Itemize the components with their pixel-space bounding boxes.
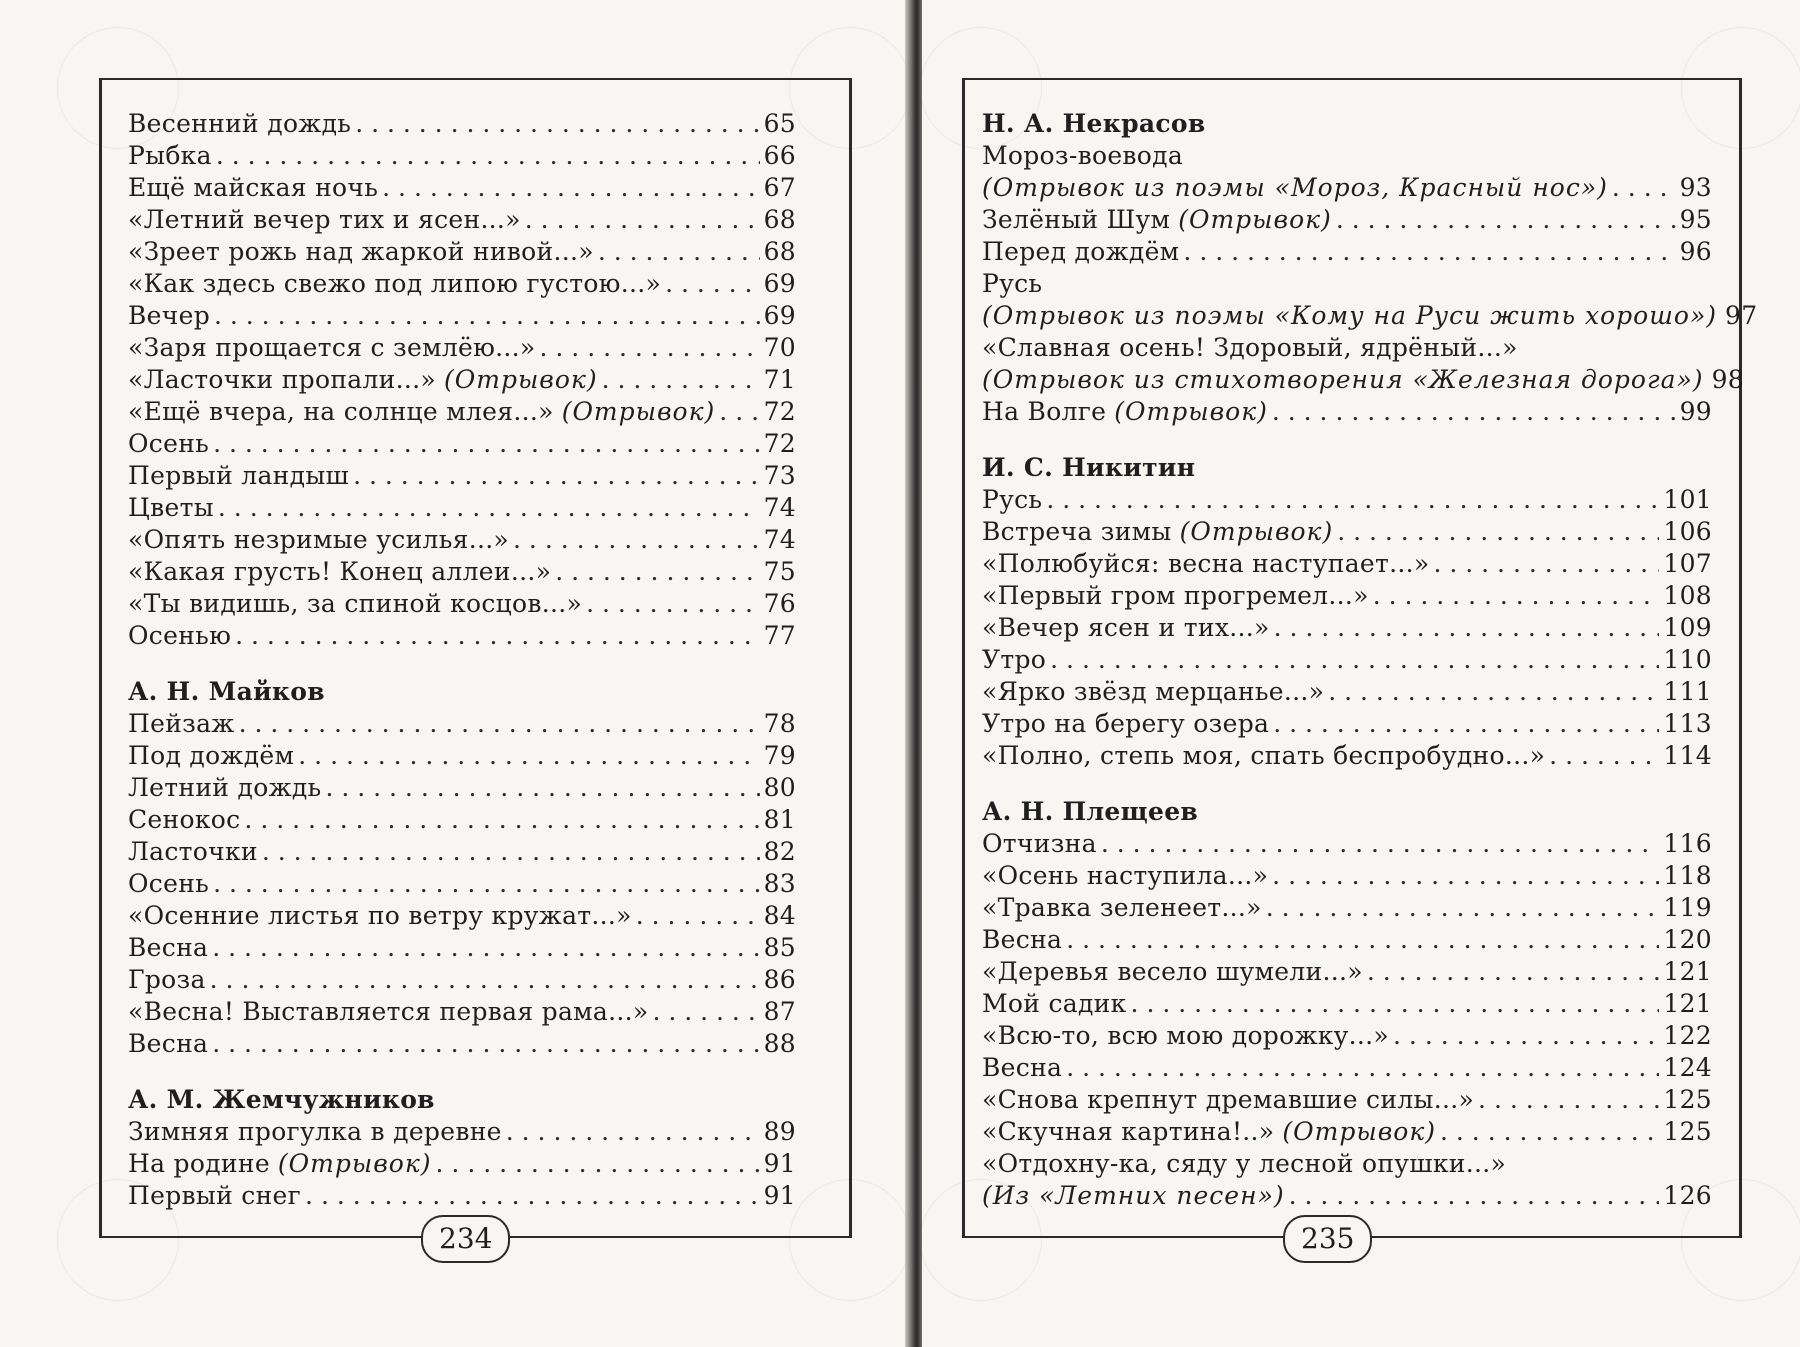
toc-entry-subtitle: (Отрывок) <box>277 1149 432 1178</box>
toc-page-number: 93 <box>1679 173 1712 202</box>
dot-leader <box>1549 740 1659 772</box>
dot-leader <box>506 1116 760 1148</box>
toc-entry-title: Рыбка <box>128 141 212 170</box>
toc-entry-title: Весна <box>128 933 209 962</box>
dot-leader <box>1612 172 1676 204</box>
toc-page-number: 83 <box>763 869 796 898</box>
dot-leader <box>1066 1052 1659 1084</box>
toc-page-number: 122 <box>1663 1021 1712 1050</box>
toc-page-number: 121 <box>1663 989 1712 1018</box>
toc-entry <box>128 492 796 524</box>
toc-entry-title: «Вечер ясен и тих...» <box>982 613 1270 642</box>
toc-entry-title: «Ты видишь, за спиной косцов...» <box>128 589 583 618</box>
dot-leader <box>212 1028 759 1060</box>
toc-list <box>982 108 1758 1212</box>
toc-entry <box>128 772 796 804</box>
toc-entry <box>128 868 796 900</box>
section-gap <box>128 652 796 676</box>
toc-entry <box>128 524 796 556</box>
toc-entry <box>128 140 796 172</box>
toc-entry-title: Первый снег <box>128 1181 302 1210</box>
toc-entry-title: «Деревья весело шумели...» <box>982 957 1363 986</box>
toc-entry-title: Осень <box>128 429 210 458</box>
dot-leader <box>1478 1084 1659 1116</box>
toc-entry <box>982 676 1712 708</box>
toc-entry-title: Пейзаж <box>128 709 235 738</box>
toc-entry-title: «Какая грусть! Конец аллеи...» <box>128 557 552 586</box>
dot-leader <box>1066 924 1659 956</box>
dot-leader <box>586 588 759 620</box>
dot-leader <box>239 708 760 740</box>
toc-entry-title: «Ярко звёзд мерцанье...» <box>982 677 1325 706</box>
toc-page-number: 85 <box>763 933 796 962</box>
dot-leader <box>540 332 760 364</box>
toc-page-number: 91 <box>763 1149 796 1178</box>
toc-entry <box>982 956 1712 988</box>
toc-page-number: 69 <box>763 269 796 298</box>
toc-entry <box>128 588 796 620</box>
author-heading: И. С. Никитин <box>982 453 1196 482</box>
dot-leader <box>1272 860 1659 892</box>
toc-entry <box>128 172 796 204</box>
toc-page-number: 99 <box>1679 397 1712 426</box>
dot-leader <box>1393 1020 1659 1052</box>
toc-entry-title: Мой садик <box>982 989 1127 1018</box>
page-number: 235 <box>1283 1215 1372 1263</box>
toc-entry-title: Зимняя прогулка в деревне <box>128 1117 502 1146</box>
toc-entry-title: Под дождём <box>128 741 295 770</box>
toc-entry-title: На Волге <box>982 397 1107 426</box>
toc-page-number: 66 <box>763 141 796 170</box>
toc-entry-title: Летний дождь <box>128 773 322 802</box>
toc-entry-title: «Летний вечер тих и ясен...» <box>128 205 521 234</box>
page-number: 234 <box>421 1215 510 1263</box>
dot-leader <box>1050 644 1659 676</box>
toc-page-number: 119 <box>1663 893 1712 922</box>
toc-entry <box>982 892 1712 924</box>
toc-entry <box>982 484 1712 516</box>
toc-page-number: 67 <box>763 173 796 202</box>
dot-leader <box>1274 612 1660 644</box>
dot-leader <box>513 524 760 556</box>
dot-leader <box>652 996 759 1028</box>
toc-entry <box>128 1116 796 1148</box>
toc-entry <box>128 1148 796 1180</box>
toc-entry-title: «Полно, степь моя, спать беспробудно...» <box>982 741 1546 770</box>
toc-page-number: 116 <box>1663 829 1712 858</box>
toc-page-number: 126 <box>1663 1181 1712 1210</box>
toc-entry <box>128 708 796 740</box>
toc-page-number: 98 <box>1711 365 1744 394</box>
toc-page-number: 86 <box>763 965 796 994</box>
toc-entry-title: Отчизна <box>982 829 1097 858</box>
toc-page-number: 81 <box>763 805 796 834</box>
toc-entry <box>128 364 796 396</box>
dot-leader <box>216 140 760 172</box>
toc-page-number: 125 <box>1663 1117 1712 1146</box>
dot-leader <box>213 428 760 460</box>
top-rule <box>99 78 852 80</box>
dot-leader <box>1046 484 1659 516</box>
toc-page-number: 118 <box>1663 861 1712 890</box>
dot-leader <box>598 236 760 268</box>
section-gap <box>128 1060 796 1084</box>
toc-entry-title: Утро на берегу озера <box>982 709 1270 738</box>
dot-leader <box>305 1180 760 1212</box>
toc-entry-title: Первый ландыш <box>128 461 350 490</box>
dot-leader <box>212 932 759 964</box>
toc-entry-title: «Заря прощается с землёю...» <box>128 333 536 362</box>
toc-entry-title: Весна <box>128 1029 209 1058</box>
toc-entry <box>128 740 796 772</box>
dot-leader <box>355 108 759 140</box>
toc-page-number: 87 <box>763 997 796 1026</box>
toc-entry <box>982 1052 1712 1084</box>
dot-leader <box>1336 204 1676 236</box>
toc-entry-subtitle: (Отрывок) <box>1179 517 1334 546</box>
toc-entry <box>982 988 1712 1020</box>
toc-page-number: 108 <box>1663 581 1712 610</box>
toc-entry-subtitle: (Отрывок) <box>561 397 716 426</box>
toc-title-line: «Отдохну-ка, сяду у лесной опушки...» <box>982 1149 1507 1178</box>
toc-entry-title: Встреча зимы <box>982 517 1172 546</box>
dot-leader <box>298 740 759 772</box>
toc-entry-title: «Снова крепнут дремавшие силы...» <box>982 1085 1475 1114</box>
author-heading: А. Н. Плещеев <box>982 797 1199 826</box>
toc-page-number: 70 <box>763 333 796 362</box>
toc-entry-title: «Всю-то, всю мою дорожку...» <box>982 1021 1390 1050</box>
right-page <box>922 0 1800 1347</box>
dot-leader <box>244 804 759 836</box>
dot-leader <box>218 492 760 524</box>
toc-entry <box>128 620 796 652</box>
toc-entry-title: «Ещё вчера, на солнце млея...» <box>128 397 554 426</box>
toc-page-number: 114 <box>1663 741 1712 770</box>
toc-entry <box>128 996 796 1028</box>
dot-leader <box>525 204 760 236</box>
toc-entry <box>128 836 796 868</box>
toc-entry <box>128 332 796 364</box>
toc-page-number: 109 <box>1663 613 1712 642</box>
section-gap <box>982 772 1712 796</box>
toc-entry <box>128 1028 796 1060</box>
toc-page-number: 111 <box>1663 677 1712 706</box>
toc-entry <box>982 612 1712 644</box>
dot-leader <box>1131 988 1660 1020</box>
toc-entry-title: «Осень наступила...» <box>982 861 1269 890</box>
toc-entry <box>128 300 796 332</box>
dot-leader <box>555 556 759 588</box>
toc-entry <box>128 204 796 236</box>
dot-leader <box>1289 1180 1660 1212</box>
toc-entry-subtitle: (Отрывок) <box>1114 397 1268 426</box>
dot-leader <box>382 172 759 204</box>
author-heading: А. М. Жемчужников <box>128 1085 435 1114</box>
toc-page-number: 82 <box>763 837 796 866</box>
toc-entry-title: (Отрывок из поэмы «Кому на Руси жить хорошо») <box>982 301 1718 330</box>
dot-leader <box>1101 828 1660 860</box>
dot-leader <box>353 460 760 492</box>
toc-entry <box>128 556 796 588</box>
toc-entry <box>982 204 1712 236</box>
toc-entry-title: Осень <box>128 869 210 898</box>
toc-page-number: 78 <box>763 709 796 738</box>
toc-entry <box>128 460 796 492</box>
toc-entry <box>982 924 1712 956</box>
toc-entry <box>128 428 796 460</box>
dot-leader <box>235 620 759 652</box>
toc-page-number: 84 <box>763 901 796 930</box>
toc-page-number: 72 <box>763 397 796 426</box>
toc-page-number: 96 <box>1679 237 1712 266</box>
dot-leader <box>214 300 760 332</box>
dot-leader <box>1266 892 1660 924</box>
toc-entry-title: Весна <box>982 1053 1063 1082</box>
toc-entry-title: Утро <box>982 645 1047 674</box>
toc-entry-title: «Как здесь свежо под липою густою...» <box>128 269 662 298</box>
toc-page-number: 88 <box>763 1029 796 1058</box>
toc-page-number: 89 <box>763 1117 796 1146</box>
toc-entry-title: (Отрывок из поэмы «Мороз, Красный нос») <box>982 173 1608 202</box>
toc-page-number: 91 <box>763 1181 796 1210</box>
toc-entry <box>982 740 1712 772</box>
toc-entry-title: Русь <box>982 485 1043 514</box>
toc-entry-title: Вечер <box>128 301 210 330</box>
toc-page-number: 101 <box>1663 485 1712 514</box>
toc-entry <box>128 396 796 428</box>
toc-page-number: 68 <box>763 237 796 266</box>
toc-entry <box>982 1116 1712 1148</box>
toc-page-number: 80 <box>763 773 796 802</box>
toc-page-number: 72 <box>763 429 796 458</box>
toc-page-number: 124 <box>1663 1053 1712 1082</box>
toc-page-number: 125 <box>1663 1085 1712 1114</box>
toc-page-number: 120 <box>1663 925 1712 954</box>
toc-page-number: 74 <box>763 493 796 522</box>
dot-leader <box>665 268 759 300</box>
dot-leader <box>1273 708 1659 740</box>
dot-leader <box>719 396 759 428</box>
toc-page-number: 76 <box>763 589 796 618</box>
toc-entry <box>128 900 796 932</box>
toc-entry-subtitle: (Отрывок) <box>443 365 598 394</box>
toc-entry <box>128 268 796 300</box>
dot-leader <box>1272 396 1676 428</box>
toc-entry-title: Сенокос <box>128 805 241 834</box>
toc-page-number: 69 <box>763 301 796 330</box>
toc-entry <box>982 644 1712 676</box>
dot-leader <box>1373 580 1660 612</box>
toc-page-number: 74 <box>763 525 796 554</box>
toc-entry-title: Зелёный Шум <box>982 205 1171 234</box>
toc-entry-title: Осенью <box>128 621 232 650</box>
toc-page-number: 71 <box>763 365 796 394</box>
toc-entry <box>982 1020 1712 1052</box>
toc-entry <box>982 516 1712 548</box>
dot-leader <box>1440 1116 1659 1148</box>
toc-page-number: 95 <box>1679 205 1712 234</box>
toc-page-number: 107 <box>1663 549 1712 578</box>
dot-leader <box>210 964 760 996</box>
top-rule <box>962 78 1742 80</box>
toc-entry <box>982 396 1712 428</box>
toc-entry-title: «Скучная картина!..» <box>982 1117 1275 1146</box>
toc-page-number: 113 <box>1663 709 1712 738</box>
toc-entry-title: Цветы <box>128 493 214 522</box>
toc-page-number: 97 <box>1725 301 1758 330</box>
toc-list <box>128 108 796 1212</box>
toc-entry-title: «Весна! Выставляется первая рама...» <box>128 997 649 1026</box>
toc-entry <box>982 580 1712 612</box>
section-gap <box>982 428 1712 452</box>
dot-leader <box>1328 676 1659 708</box>
toc-entry-title: «Травка зеленеет...» <box>982 893 1262 922</box>
toc-entry-subtitle: (Отрывок) <box>1282 1117 1437 1146</box>
toc-entry <box>128 236 796 268</box>
dot-leader <box>262 836 760 868</box>
toc-entry <box>982 860 1712 892</box>
toc-entry-title: Весна <box>982 925 1063 954</box>
toc-page-number: 106 <box>1663 517 1712 546</box>
toc-entry-title: «Опять незримые усилья...» <box>128 525 510 554</box>
dot-leader <box>1367 956 1660 988</box>
toc-entry <box>982 1180 1712 1212</box>
toc-page-number: 65 <box>763 109 796 138</box>
toc-entry-title: «Полюбуйся: весна наступает...» <box>982 549 1430 578</box>
toc-entry-title: На родине <box>128 1149 270 1178</box>
toc-title-line: «Славная осень! Здоровый, ядрёный...» <box>982 333 1518 362</box>
toc-entry-title: Перед дождём <box>982 237 1180 266</box>
toc-page-number: 75 <box>763 557 796 586</box>
toc-entry <box>128 1180 796 1212</box>
toc-entry <box>128 108 796 140</box>
toc-page-number: 77 <box>763 621 796 650</box>
toc-entry-title: Ещё майская ночь <box>128 173 379 202</box>
toc-page-number: 121 <box>1663 957 1712 986</box>
toc-page-number: 68 <box>763 205 796 234</box>
toc-entry <box>982 548 1712 580</box>
author-heading: А. Н. Майков <box>128 677 325 706</box>
toc-entry-title: «Зреет рожь над жаркой нивой...» <box>128 237 594 266</box>
toc-title-line: Мороз-воевода <box>982 141 1184 170</box>
dot-leader <box>1433 548 1659 580</box>
dot-leader <box>325 772 759 804</box>
toc-page-number: 110 <box>1663 645 1712 674</box>
toc-entry-title: (Отрывок из стихотворения «Железная дорога») <box>982 365 1704 394</box>
toc-entry <box>128 964 796 996</box>
toc-entry <box>982 236 1712 268</box>
toc-page-number: 73 <box>763 461 796 490</box>
dot-leader <box>1337 516 1659 548</box>
toc-entry-title: «Ласточки пропали...» <box>128 365 436 394</box>
dot-leader <box>636 900 760 932</box>
toc-entry-title: «Осенние листья по ветру кружат...» <box>128 901 632 930</box>
dot-leader <box>602 364 760 396</box>
author-heading: Н. А. Некрасов <box>982 109 1206 138</box>
toc-entry <box>982 364 1744 396</box>
toc-entry <box>128 804 796 836</box>
toc-entry-title: Весенний дождь <box>128 109 352 138</box>
dot-leader <box>436 1148 760 1180</box>
toc-entry <box>128 932 796 964</box>
dot-leader <box>213 868 760 900</box>
toc-page-number: 79 <box>763 741 796 770</box>
toc-entry <box>982 828 1712 860</box>
toc-entry <box>982 708 1712 740</box>
toc-entry <box>982 1084 1712 1116</box>
toc-entry <box>982 300 1758 332</box>
toc-title-line: Русь <box>982 269 1043 298</box>
toc-entry-title: «Первый гром прогремел...» <box>982 581 1369 610</box>
toc-entry-title: (Из «Летних песен») <box>982 1181 1285 1210</box>
toc-entry <box>982 172 1712 204</box>
toc-entry-subtitle: (Отрывок) <box>1178 205 1332 234</box>
toc-entry-title: Ласточки <box>128 837 258 866</box>
toc-entry-title: Гроза <box>128 965 206 994</box>
dot-leader <box>1183 236 1675 268</box>
